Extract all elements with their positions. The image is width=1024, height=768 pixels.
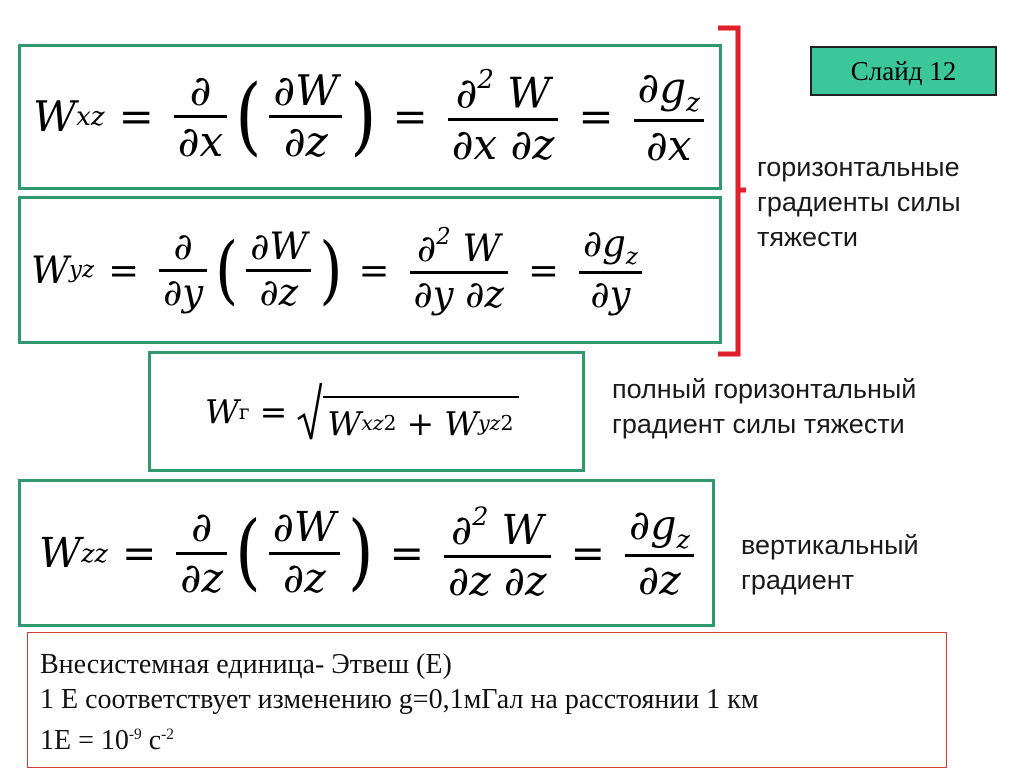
- equation-wyz-box: [18, 196, 722, 344]
- wzz-lhs-sub: zz: [81, 538, 108, 568]
- numerator: ∂: [189, 66, 212, 116]
- fraction: [269, 66, 342, 167]
- equals-sign: =: [118, 92, 154, 142]
- fraction: [410, 225, 508, 315]
- denominator: ∂z ∂z: [448, 556, 547, 605]
- denominator: ∂z: [259, 270, 299, 314]
- fraction: [174, 66, 227, 167]
- equals-sign: =: [108, 248, 140, 292]
- denominator: ∂z: [283, 117, 328, 167]
- wyz-term: W: [444, 403, 479, 443]
- fraction: [246, 224, 311, 314]
- unit-note-box: [27, 632, 947, 768]
- full-horizontal-gradient-label: [612, 372, 916, 442]
- label-line: вертикальный: [741, 530, 919, 560]
- term-sub: xz: [361, 411, 384, 435]
- label-line: градиент: [741, 565, 855, 595]
- equation-wxz-box: [18, 44, 722, 190]
- term-sub: yz: [478, 411, 501, 435]
- right-paren: ): [348, 504, 374, 600]
- vertical-gradient-label: [741, 528, 919, 598]
- right-paren: ): [350, 67, 377, 165]
- note-line: Внесистемная единица- Этвеш (Е): [40, 649, 452, 680]
- denominator: ∂x ∂z: [451, 119, 555, 169]
- numerator: ∂W: [272, 503, 337, 552]
- note-line: [40, 717, 934, 758]
- denominator: ∂x: [177, 117, 224, 167]
- note-exponent: -9: [128, 726, 142, 743]
- left-paren: (: [235, 67, 262, 165]
- note-exponent: -2: [161, 726, 174, 743]
- equals-sign: =: [389, 529, 424, 577]
- g-sub: z: [686, 87, 700, 118]
- w-symbol: W: [462, 227, 501, 271]
- note-text: 1Е = 10: [40, 725, 129, 756]
- fraction: [625, 500, 694, 605]
- wyz-lhs: W: [31, 248, 70, 292]
- equation-wzz: [39, 500, 700, 605]
- note-text: с: [141, 725, 162, 756]
- term-power: 2: [500, 411, 514, 435]
- wyz-lhs-sub: yz: [69, 257, 95, 283]
- wxz-term: W: [327, 403, 362, 443]
- w-symbol: W: [501, 506, 544, 555]
- label-line: горизонтальные: [757, 152, 960, 182]
- term-power: 2: [383, 411, 397, 435]
- denominator: ∂z: [180, 553, 224, 602]
- equals-sign: =: [527, 248, 559, 292]
- left-paren: (: [235, 504, 261, 600]
- label-line: градиенты силы: [757, 187, 961, 217]
- fraction: [634, 62, 704, 171]
- label-line: градиент силы тяжести: [612, 409, 905, 439]
- denominator: ∂x: [645, 121, 692, 171]
- fraction: [159, 224, 207, 314]
- fraction: [448, 67, 559, 167]
- horizontal-gradients-label: [757, 150, 961, 255]
- numerator: ∂W: [250, 224, 308, 268]
- equation-wg: [205, 381, 519, 443]
- fraction: [176, 503, 227, 602]
- right-paren: ): [319, 226, 343, 313]
- label-line: тяжести: [757, 222, 859, 252]
- numerator: ∂W: [273, 66, 339, 116]
- equation-wg-box: [148, 351, 585, 472]
- equation-wxz: [33, 62, 710, 171]
- equals-sign: =: [392, 92, 428, 142]
- fraction: [579, 222, 642, 317]
- denominator: ∂y ∂z: [413, 273, 504, 317]
- fraction: [269, 503, 340, 602]
- equals-sign: =: [578, 92, 614, 142]
- label-line: полный горизонтальный: [612, 374, 917, 404]
- square-root: [297, 381, 519, 443]
- partial: ∂: [416, 227, 437, 271]
- power: 2: [477, 65, 494, 96]
- radicand: [323, 396, 519, 443]
- partial: ∂: [455, 68, 478, 118]
- plus-sign: +: [406, 403, 435, 443]
- equals-sign: =: [570, 529, 605, 577]
- wzz-lhs: W: [39, 529, 82, 577]
- numerator: ∂: [173, 224, 193, 268]
- dg: ∂g: [629, 500, 677, 549]
- wg-lhs-sub: г: [238, 399, 250, 424]
- denominator: ∂y: [163, 270, 204, 314]
- g-sub: z: [625, 244, 638, 271]
- power: 2: [436, 224, 451, 251]
- red-bracket: [712, 24, 746, 358]
- equals-sign: =: [358, 248, 390, 292]
- left-paren: (: [215, 226, 239, 313]
- wg-lhs: W: [205, 392, 239, 431]
- equation-wzz-box: [18, 479, 715, 627]
- equals-sign: =: [259, 392, 288, 431]
- wxz-lhs-sub: xz: [76, 101, 105, 132]
- fraction: [444, 501, 551, 605]
- power: 2: [472, 501, 489, 532]
- denominator: ∂y: [590, 273, 631, 317]
- radical-sign: [297, 381, 323, 443]
- dg: ∂g: [582, 222, 626, 266]
- partial: ∂: [451, 506, 473, 555]
- equals-sign: =: [121, 529, 157, 577]
- g-sub: z: [676, 523, 690, 554]
- equation-wyz: [31, 222, 648, 317]
- dg: ∂g: [637, 62, 687, 112]
- denominator: ∂z: [638, 556, 681, 605]
- wxz-lhs: W: [33, 92, 77, 142]
- slide-number-badge: Слайд 12: [810, 46, 997, 96]
- denominator: ∂z: [282, 553, 326, 602]
- w-symbol: W: [507, 68, 551, 118]
- note-line: 1 Е соответствует изменению g=0,1мГал на расстоянии 1 км: [40, 684, 759, 715]
- numerator: ∂: [191, 503, 213, 552]
